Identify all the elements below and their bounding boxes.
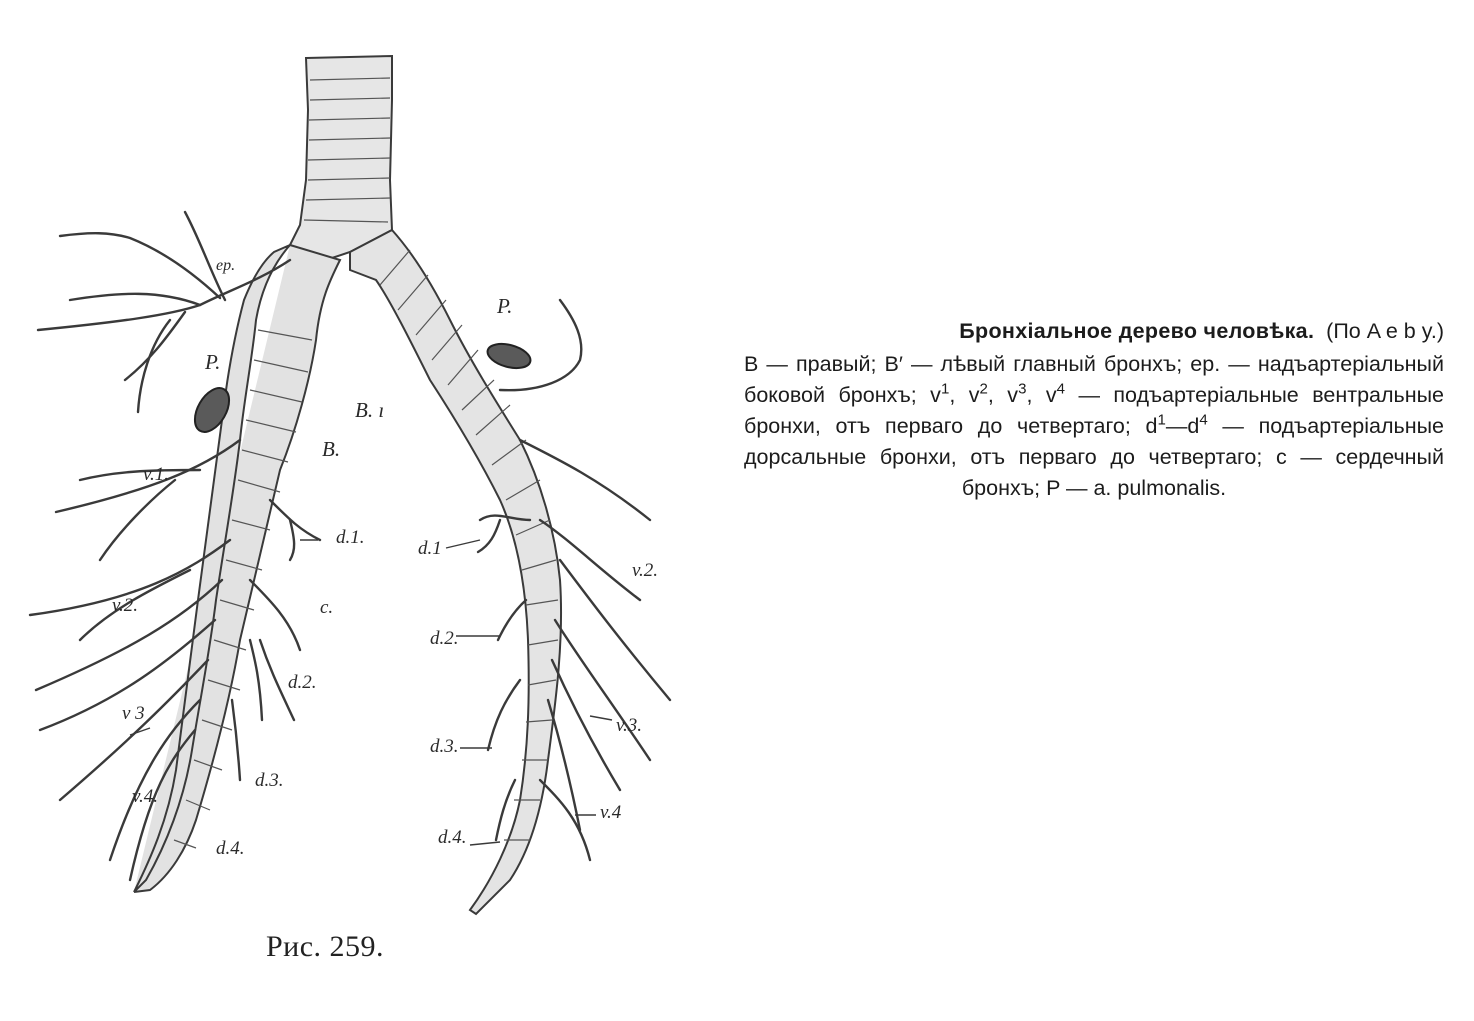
label-v3-left: v.3. [616, 715, 643, 736]
legend-body [744, 349, 1444, 504]
trachea [290, 56, 392, 258]
label-b-prime-left-main: B. ı [355, 398, 385, 422]
label-v1: v.1. [143, 464, 170, 485]
legend-superscript: 3 [1018, 380, 1027, 398]
legend-text: , v [949, 383, 980, 407]
legend-text: B — правый; B′ — лѣвый главный бронхъ; ep. — надъартеріальный боковой бронхъ; v [744, 352, 1444, 407]
label-c: c. [320, 597, 334, 618]
label-d3-right: d.3. [255, 770, 284, 791]
legend-superscript: 1 [940, 380, 950, 398]
label-d3-left: d.3. [430, 736, 459, 757]
label-d2-right: d.2. [288, 672, 317, 693]
legend-superscript: 4 [1056, 380, 1065, 398]
label-v3-right: v 3 [122, 703, 145, 724]
label-p-left: P. [497, 294, 513, 318]
figure-caption: Рис. 259. [266, 930, 385, 963]
legend-superscript: 4 [1199, 411, 1208, 429]
legend-source: (По A e b y.) [1326, 319, 1444, 343]
label-v4-left: v.4 [600, 802, 622, 823]
legend-text: — подъартеріальные дорсальные бронхи, отъ перваго до четвертаго; c — сердечный бронхъ; P — a. pulmonalis. [744, 414, 1445, 500]
right-main-bronchus [134, 245, 340, 892]
legend-text: , v [987, 383, 1019, 407]
label-ep: ep. [216, 257, 236, 274]
label-d4-right: d.4. [216, 838, 245, 859]
label-b-right-main: B. [322, 437, 341, 461]
label-v2-right: v.2. [112, 595, 139, 616]
figure-legend [744, 316, 1444, 504]
bronchial-tree-figure [0, 0, 720, 1016]
label-d4-left: d.4. [438, 827, 467, 848]
label-d1-right: d.1. [336, 527, 365, 548]
label-v4-right: v.4. [132, 786, 159, 807]
label-d2-left: d.2. [430, 628, 459, 649]
legend-text: —d [1165, 414, 1200, 438]
pulmonary-artery-left [485, 340, 533, 373]
legend-text: , v [1026, 383, 1057, 407]
legend-title: Бронхіальное дерево человѣка. [959, 319, 1315, 343]
label-d1-left: d.1 [418, 538, 442, 559]
legend-title-line [744, 316, 1444, 347]
legend-text: — подъартеріальные вентральные бронхи, отъ перваго до четвертаго; d [744, 383, 1445, 438]
label-v2-left: v.2. [632, 560, 659, 581]
label-p-right: P. [205, 350, 221, 374]
legend-superscript: 1 [1157, 411, 1166, 429]
bronchial-tree-drawing [0, 0, 720, 1016]
legend-superscript: 2 [979, 380, 988, 398]
